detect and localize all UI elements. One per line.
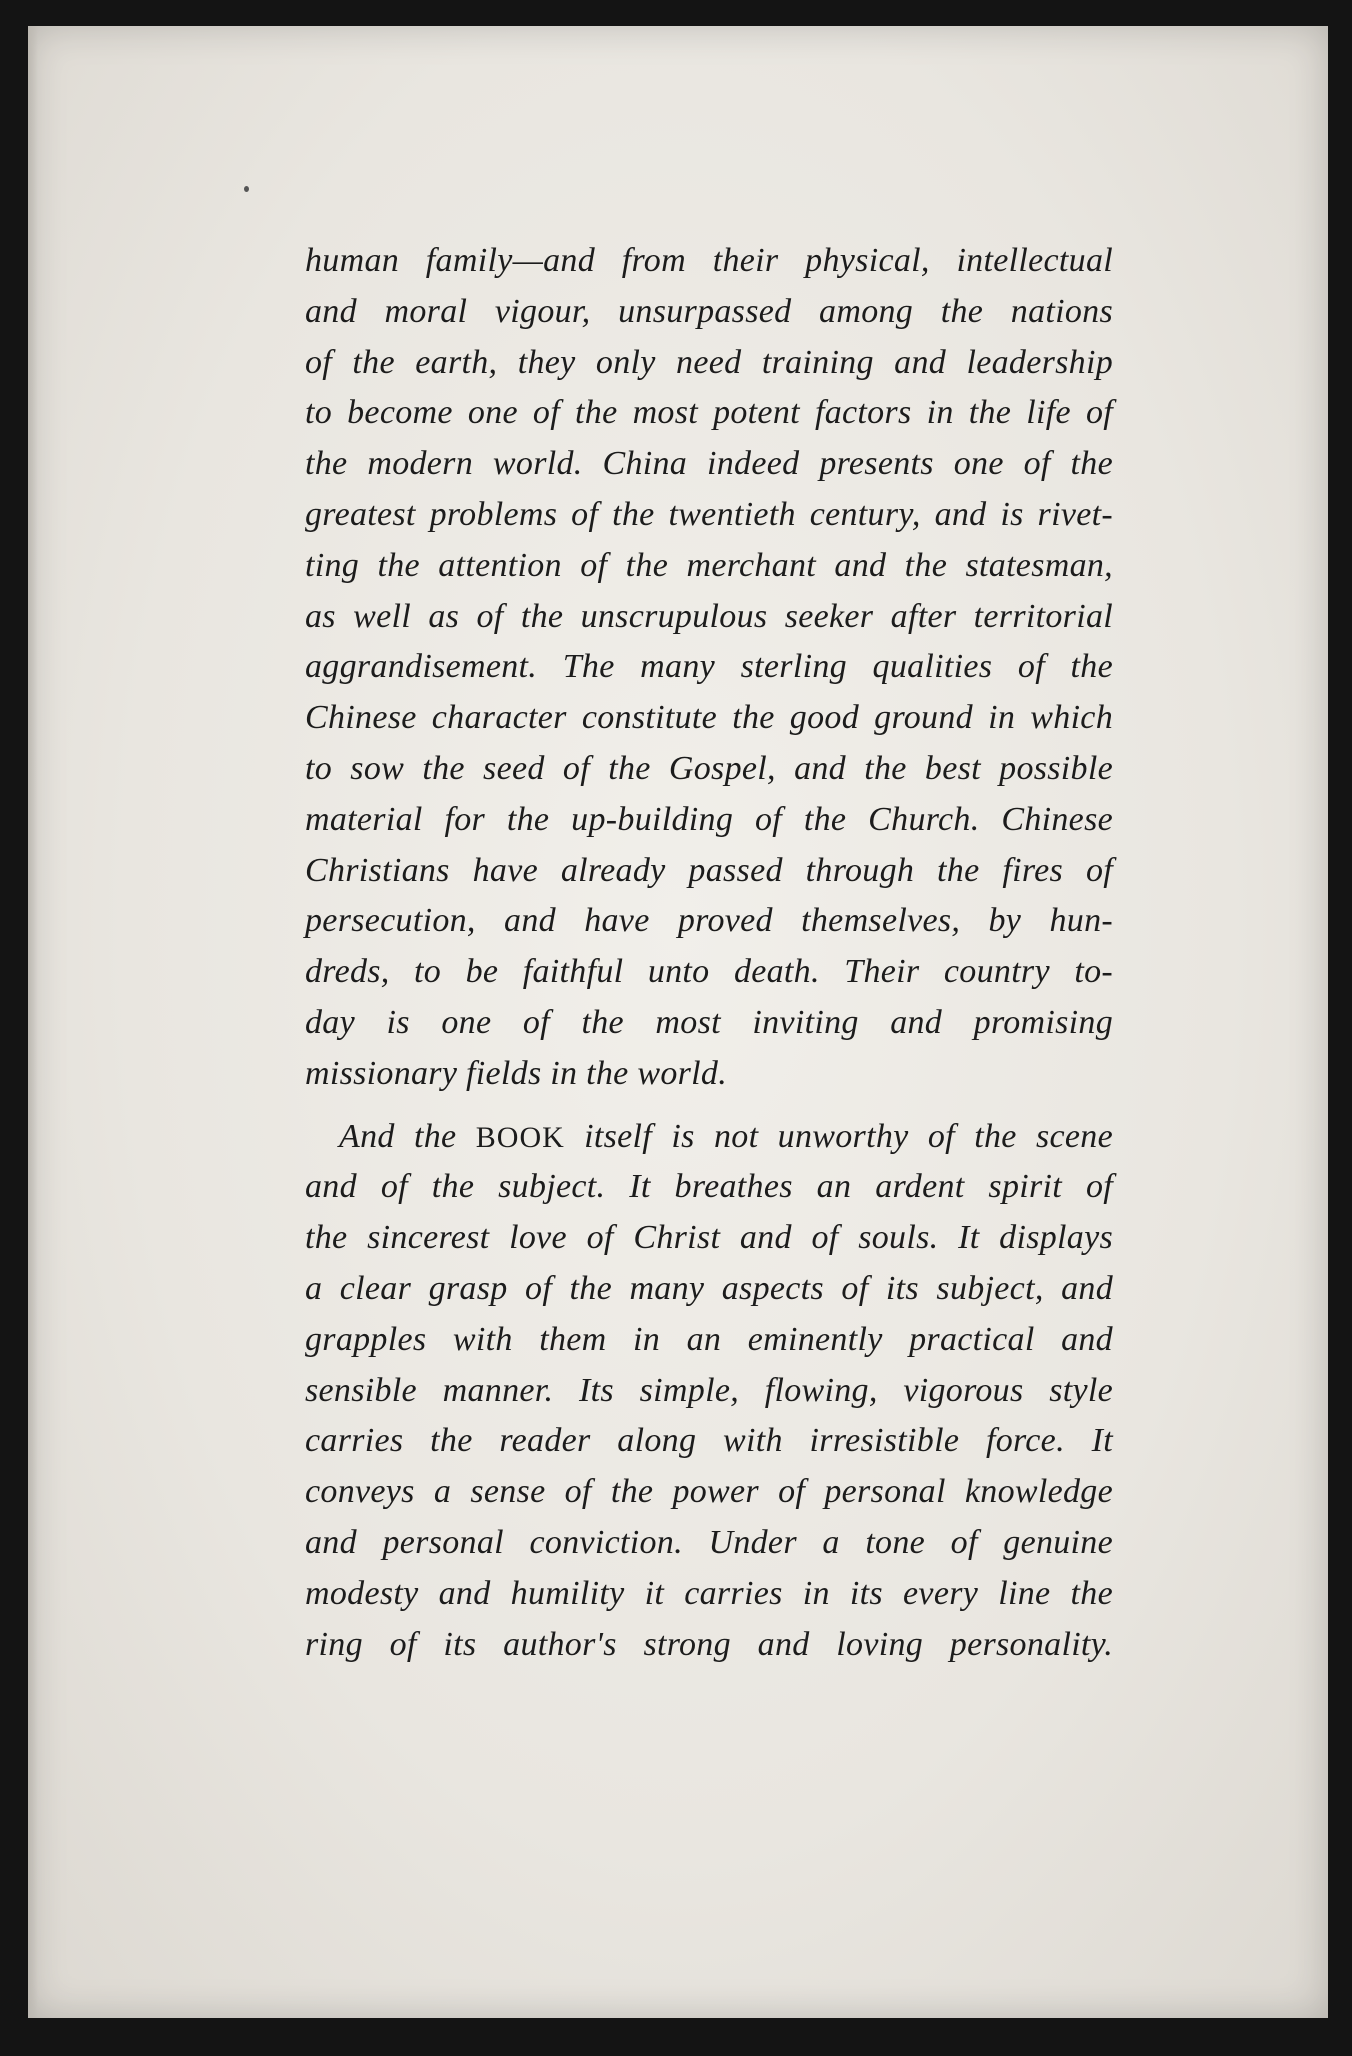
text-line: carries the reader along with irresistible force. It: [305, 1422, 1113, 1460]
text-line: greatest problems of the twentieth century, and is rivet-: [305, 495, 1113, 533]
paragraph-1: [305, 236, 1113, 1100]
paragraph-gap: [305, 1100, 1113, 1112]
text-line: and personal conviction. Under a tone of genuine: [305, 1523, 1113, 1561]
text-line: sensible manner. Its simple, flowing, vigorous style: [305, 1371, 1113, 1409]
text-line: of the earth, they only need training and leadership: [305, 343, 1113, 381]
text-line: to become one of the most potent factors in the life of: [305, 394, 1113, 432]
text-line: ring of its author's strong and loving personality.: [305, 1625, 1113, 1663]
text-line: the sincerest love of Christ and of souls. It displays: [305, 1219, 1113, 1257]
text-line: as well as of the unscrupulous seeker after territorial: [305, 597, 1113, 635]
ink-speck: [244, 186, 249, 192]
text-line: to sow the seed of the Gospel, and the best possible: [305, 749, 1113, 787]
text-line: aggrandisement. The many sterling qualities of the: [305, 648, 1113, 686]
text-line: and of the subject. It breathes an ardent spirit of: [305, 1168, 1113, 1206]
text-line: the modern world. China indeed presents one of the: [305, 445, 1113, 483]
text-line: conveys a sense of the power of personal knowledge: [305, 1473, 1113, 1511]
text-line: persecution, and have proved themselves, by hun-: [305, 902, 1113, 940]
text-line: dreds, to be faithful unto death. Their country to-: [305, 953, 1113, 991]
text-line: Christians have already passed through the fires of: [305, 851, 1113, 889]
line-start: And the: [339, 1117, 476, 1155]
text-line: material for the up-building of the Church. Chinese: [305, 800, 1113, 838]
text-line: a clear grasp of the many aspects of its subject, and: [305, 1269, 1113, 1307]
text-line: grapples with them in an eminently practical and: [305, 1320, 1113, 1358]
text-line: Chinese character constitute the good ground in which: [305, 699, 1113, 737]
text-line: human family—and from their physical, intellectual: [305, 242, 1113, 279]
text-line-first: [305, 1112, 1113, 1163]
page-edge-shadow: [28, 26, 38, 2018]
line-end: itself is not unworthy of the scene: [564, 1117, 1113, 1155]
text-line: ting the attention of the merchant and the statesman,: [305, 546, 1113, 584]
text-line: missionary fields in the world.: [305, 1054, 728, 1092]
text-line: day is one of the most inviting and promising: [305, 1003, 1113, 1041]
book-smallcaps: BOOK: [475, 1120, 565, 1154]
paragraph-2: [305, 1112, 1113, 1671]
text-line: modesty and humility it carries in its every line the: [305, 1574, 1113, 1612]
text-line: and moral vigour, unsurpassed among the nations: [305, 292, 1113, 330]
page-text: [305, 236, 1113, 1670]
